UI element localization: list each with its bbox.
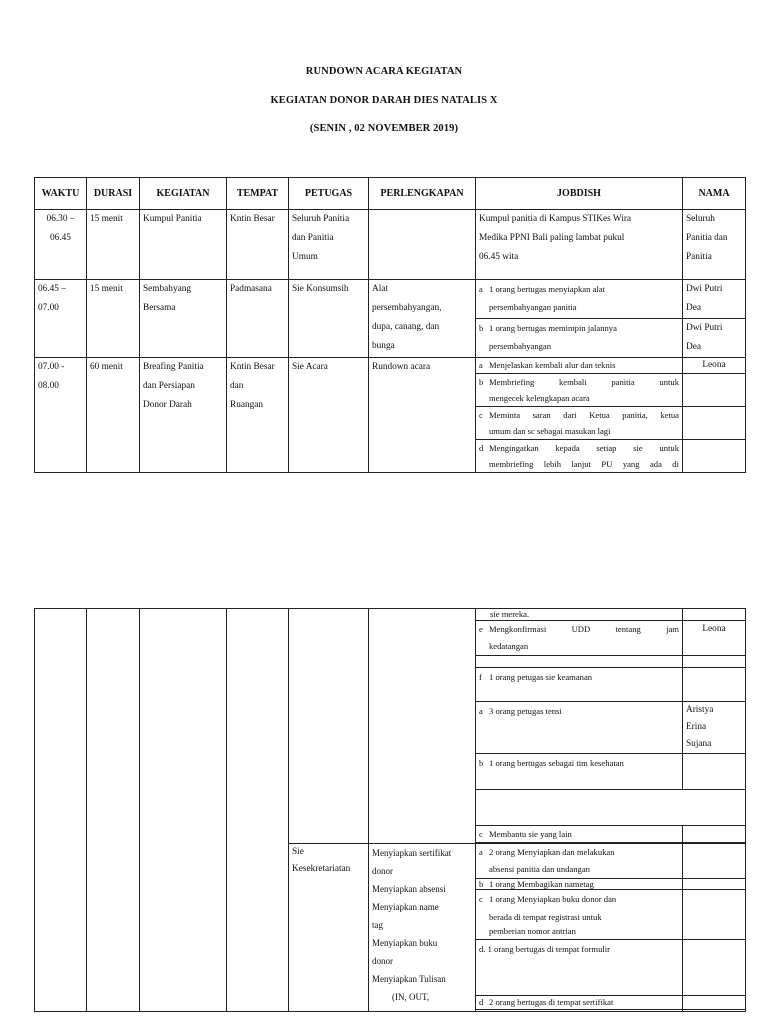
job-item: b 1 orang bertugas memimpin jalannya persembahyangan (476, 319, 683, 358)
cell-nama (683, 374, 746, 407)
cell-nama (683, 407, 746, 440)
cell-kegiatan: Breafing Panitia dan Persiapan Donor Darah (140, 358, 227, 473)
cell-petugas: Sie Acara (289, 358, 369, 473)
col-header-kegiatan: KEGIATAN (140, 178, 227, 210)
cell-perlengkapan: Rundown acara (369, 358, 476, 473)
job-item: d 2 orang bertugas di tempat sertifikat (476, 996, 683, 1010)
cell-nama (683, 656, 746, 668)
col-header-petugas: PETUGAS (289, 178, 369, 210)
table-row (35, 609, 746, 621)
document-date: (SENIN , 02 NOVEMBER 2019) (309, 123, 459, 134)
cell-petugas (289, 609, 369, 844)
cell-nama: Dwi Putri Dea (683, 280, 746, 319)
cell-kegiatan (140, 609, 227, 1012)
col-header-tempat: TEMPAT (227, 178, 289, 210)
cell-tempat: Kntin Besar dan Ruangan (227, 358, 289, 473)
job-item: d. 1 orang bertugas di tempat formulir (476, 940, 683, 996)
cell-nama (683, 844, 746, 879)
cell-perlengkapan: Alat persembahyangan, dupa, canang, dan bunga (369, 280, 476, 358)
table-row (35, 358, 746, 374)
job-item: b 1 orang bertugas sebagai tim kesehatan (476, 754, 683, 790)
job-item: e Mengkonfirmasi UDD tentang jam kedatangan (476, 621, 683, 656)
cell-durasi: 60 menit (87, 358, 140, 473)
table-header-row (35, 178, 746, 210)
col-header-durasi: DURASI (87, 178, 140, 210)
cell-nama (683, 826, 746, 843)
cell-waktu: 07.00 - 08.00 (35, 358, 87, 473)
col-header-perlengkapan: PERLENGKAPAN (369, 178, 476, 210)
cell-waktu (35, 609, 87, 1012)
cell-kegiatan: Sembahyang Bersama (140, 280, 227, 358)
job-item: d Mengingatkan kepada setiap sie untuk membriefing lebih lanjut PU yang ada di (476, 440, 683, 473)
blank-cell (476, 790, 746, 826)
cell-petugas: Sie Kesekretariatan (289, 844, 369, 1012)
table-row (35, 280, 746, 319)
cell-nama (683, 890, 746, 940)
cell-tempat: Padmasana (227, 280, 289, 358)
cell-tempat: Kntin Besar (227, 210, 289, 280)
cell-petugas: Seluruh Panitia dan Panitia Umum (289, 210, 369, 280)
col-header-nama: NAMA (683, 178, 746, 210)
job-item: c 1 orang Menyiapkan buku donor dan berada di tempat registrasi untuk pemberian nomor antrian (476, 890, 683, 940)
cell-nama (683, 996, 746, 1010)
cell-nama (683, 940, 746, 996)
job-item: sie mereka. (476, 609, 683, 621)
cell-nama: Aristya Erina Sujana (683, 702, 746, 754)
col-header-jobdish: JOBDISH (476, 178, 683, 210)
cell-nama: Leona (683, 358, 746, 374)
job-item: c Meminta saran dari Ketua panitia, ketua umum dan sc sebagai masukan lagi (476, 407, 683, 440)
cell-perlengkapan (369, 609, 476, 844)
table-row (35, 210, 746, 280)
job-item: b Membriefing kembali panitia untuk mengecek kelengkapan acara (476, 374, 683, 407)
job-item: a 3 orang petugas tensi (476, 702, 683, 754)
document-subtitle: KEGIATAN DONOR DARAH DIES NATALIS X (270, 95, 498, 106)
document-title: RUNDOWN ACARA KEGIATAN (305, 66, 463, 77)
cell-nama (683, 879, 746, 890)
rundown-table (34, 177, 746, 473)
cell-perlengkapan (369, 210, 476, 280)
cell-durasi: 15 menit (87, 210, 140, 280)
cell-nama (683, 609, 746, 621)
cell-durasi (87, 609, 140, 1012)
rundown-table-continued (34, 608, 746, 1012)
job-item: f 1 orang petugas sie keamanan (476, 668, 683, 702)
job-item: a 2 orang Menyiapkan dan melakukan absensi panitia dan undangan (476, 844, 683, 879)
cell-jobdish: Kumpul panitia di Kampus STIKes Wira Medika PPNI Bali paling lambat pukul 06.45 wita (476, 210, 683, 280)
cell-nama: Seluruh Panitia dan Panitia (683, 210, 746, 280)
cell-nama (683, 754, 746, 790)
job-item: b 1 orang Membagikan nametag (476, 879, 683, 890)
cell-nama: Dwi Putri Dea (683, 319, 746, 358)
job-item: a Menjelaskan kembali alur dan teknis (476, 358, 683, 374)
job-item (476, 656, 683, 668)
col-header-waktu: WAKTU (35, 178, 87, 210)
cell-waktu: 06.45 – 07.00 (35, 280, 87, 358)
cell-durasi: 15 menit (87, 280, 140, 358)
cell-tempat (227, 609, 289, 1012)
cell-nama (683, 440, 746, 473)
job-item: c Membantu sie yang lain (476, 826, 683, 843)
cell-kegiatan: Kumpul Panitia (140, 210, 227, 280)
cell-nama: Leona (683, 621, 746, 656)
cell-nama (683, 668, 746, 702)
job-item: a 1 orang bertugas menyiapkan alat persembahyangan panitia (476, 280, 683, 319)
cell-petugas: Sie Konsumsih (289, 280, 369, 358)
cell-waktu: 06.30 – 06.45 (35, 210, 87, 280)
cell-perlengkapan: Menyiapkan sertifikat donor Menyiapkan absensi Menyiapkan name tag Menyiapkan buku donor Menyiapkan Tulisan (IN, OUT, (369, 844, 476, 1012)
